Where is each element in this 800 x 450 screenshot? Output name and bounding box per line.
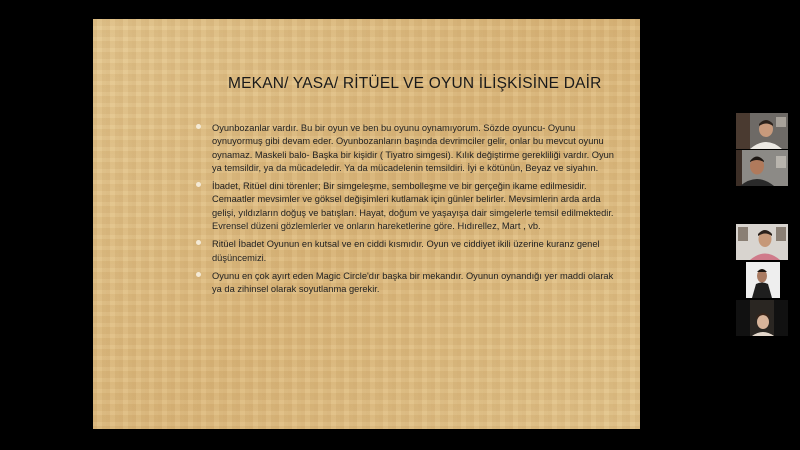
bullet-text: Ritüel İbadet Oyunun en kutsal ve en ciddi kısmıdır. Oyun ve ciddiyet ikili üzerine kuranz genel düşüncemizi. xyxy=(212,239,600,263)
bullet-dot-icon xyxy=(196,124,201,129)
person-avatar-icon xyxy=(736,224,788,260)
person-avatar-icon xyxy=(736,113,788,149)
participant-video-5[interactable] xyxy=(736,300,788,336)
bullet-item xyxy=(212,180,622,233)
person-avatar-icon xyxy=(736,300,788,336)
bullet-dot-icon xyxy=(196,240,201,245)
bullet-dot-icon xyxy=(196,272,201,277)
bullet-item xyxy=(212,238,622,265)
participant-video-2[interactable] xyxy=(736,150,788,186)
participant-video-3[interactable] xyxy=(736,224,788,260)
bullet-text: Oyunbozanlar vardır. Bu bir oyun ve ben bu oyunu oynamıyorum. Sözde oyuncu- Oyunu oynuyormuş gibi devam eder. Oyunbozanların başında devrimciler gelir, onlar bu mevcut oyunu oynamaz. Maskeli balo- Başka bir kişidir ( Tiyatro simgesi). Kılık değiştirme gerekliliği vardır. Oyun ya temsildir, ya da mücadeledir. Ya da mücadelenin temsildiri. İyi e kötünün, Beyaz ve siyahın. xyxy=(212,123,614,173)
presentation-slide xyxy=(93,19,640,429)
bullet-dot-icon xyxy=(196,182,201,187)
bullet-list xyxy=(212,122,622,302)
person-avatar-icon xyxy=(746,262,780,298)
slide-title: MEKAN/ YASA/ RİTÜEL VE OYUN İLİŞKİSİNE DAİR xyxy=(228,75,602,92)
bullet-text: İbadet, Ritüel dini törenler; Bir simgeleşme, sembolleşme ve bir gerçeğin ikame edilmesidir. Cemaatler mevsimler ve göksel değişimleri kutlamak için günler belirler. Mevsimlerin arda arda gelişi, yıldızların doğuş ve batışları. Hayat, doğum ve yaşayışa dair simgelerle temsil edilmektedir. Evrensel düzeni gözlemlerler ve onların hareketlerine göre. Hıdırellez, Mart , vb. xyxy=(212,181,614,232)
bullet-item xyxy=(212,122,622,175)
bullet-text: Oyunu en çok ayırt eden Magic Circle'dır başka bir mekandır. Oyunun oynandığı yer maddi olarak ya da zihinsel olarak soyutlanma gerekir. xyxy=(212,270,614,295)
bullet-item xyxy=(212,270,622,297)
person-avatar-icon xyxy=(736,150,788,186)
participant-video-4[interactable] xyxy=(746,262,780,298)
participant-video-1[interactable] xyxy=(736,113,788,149)
